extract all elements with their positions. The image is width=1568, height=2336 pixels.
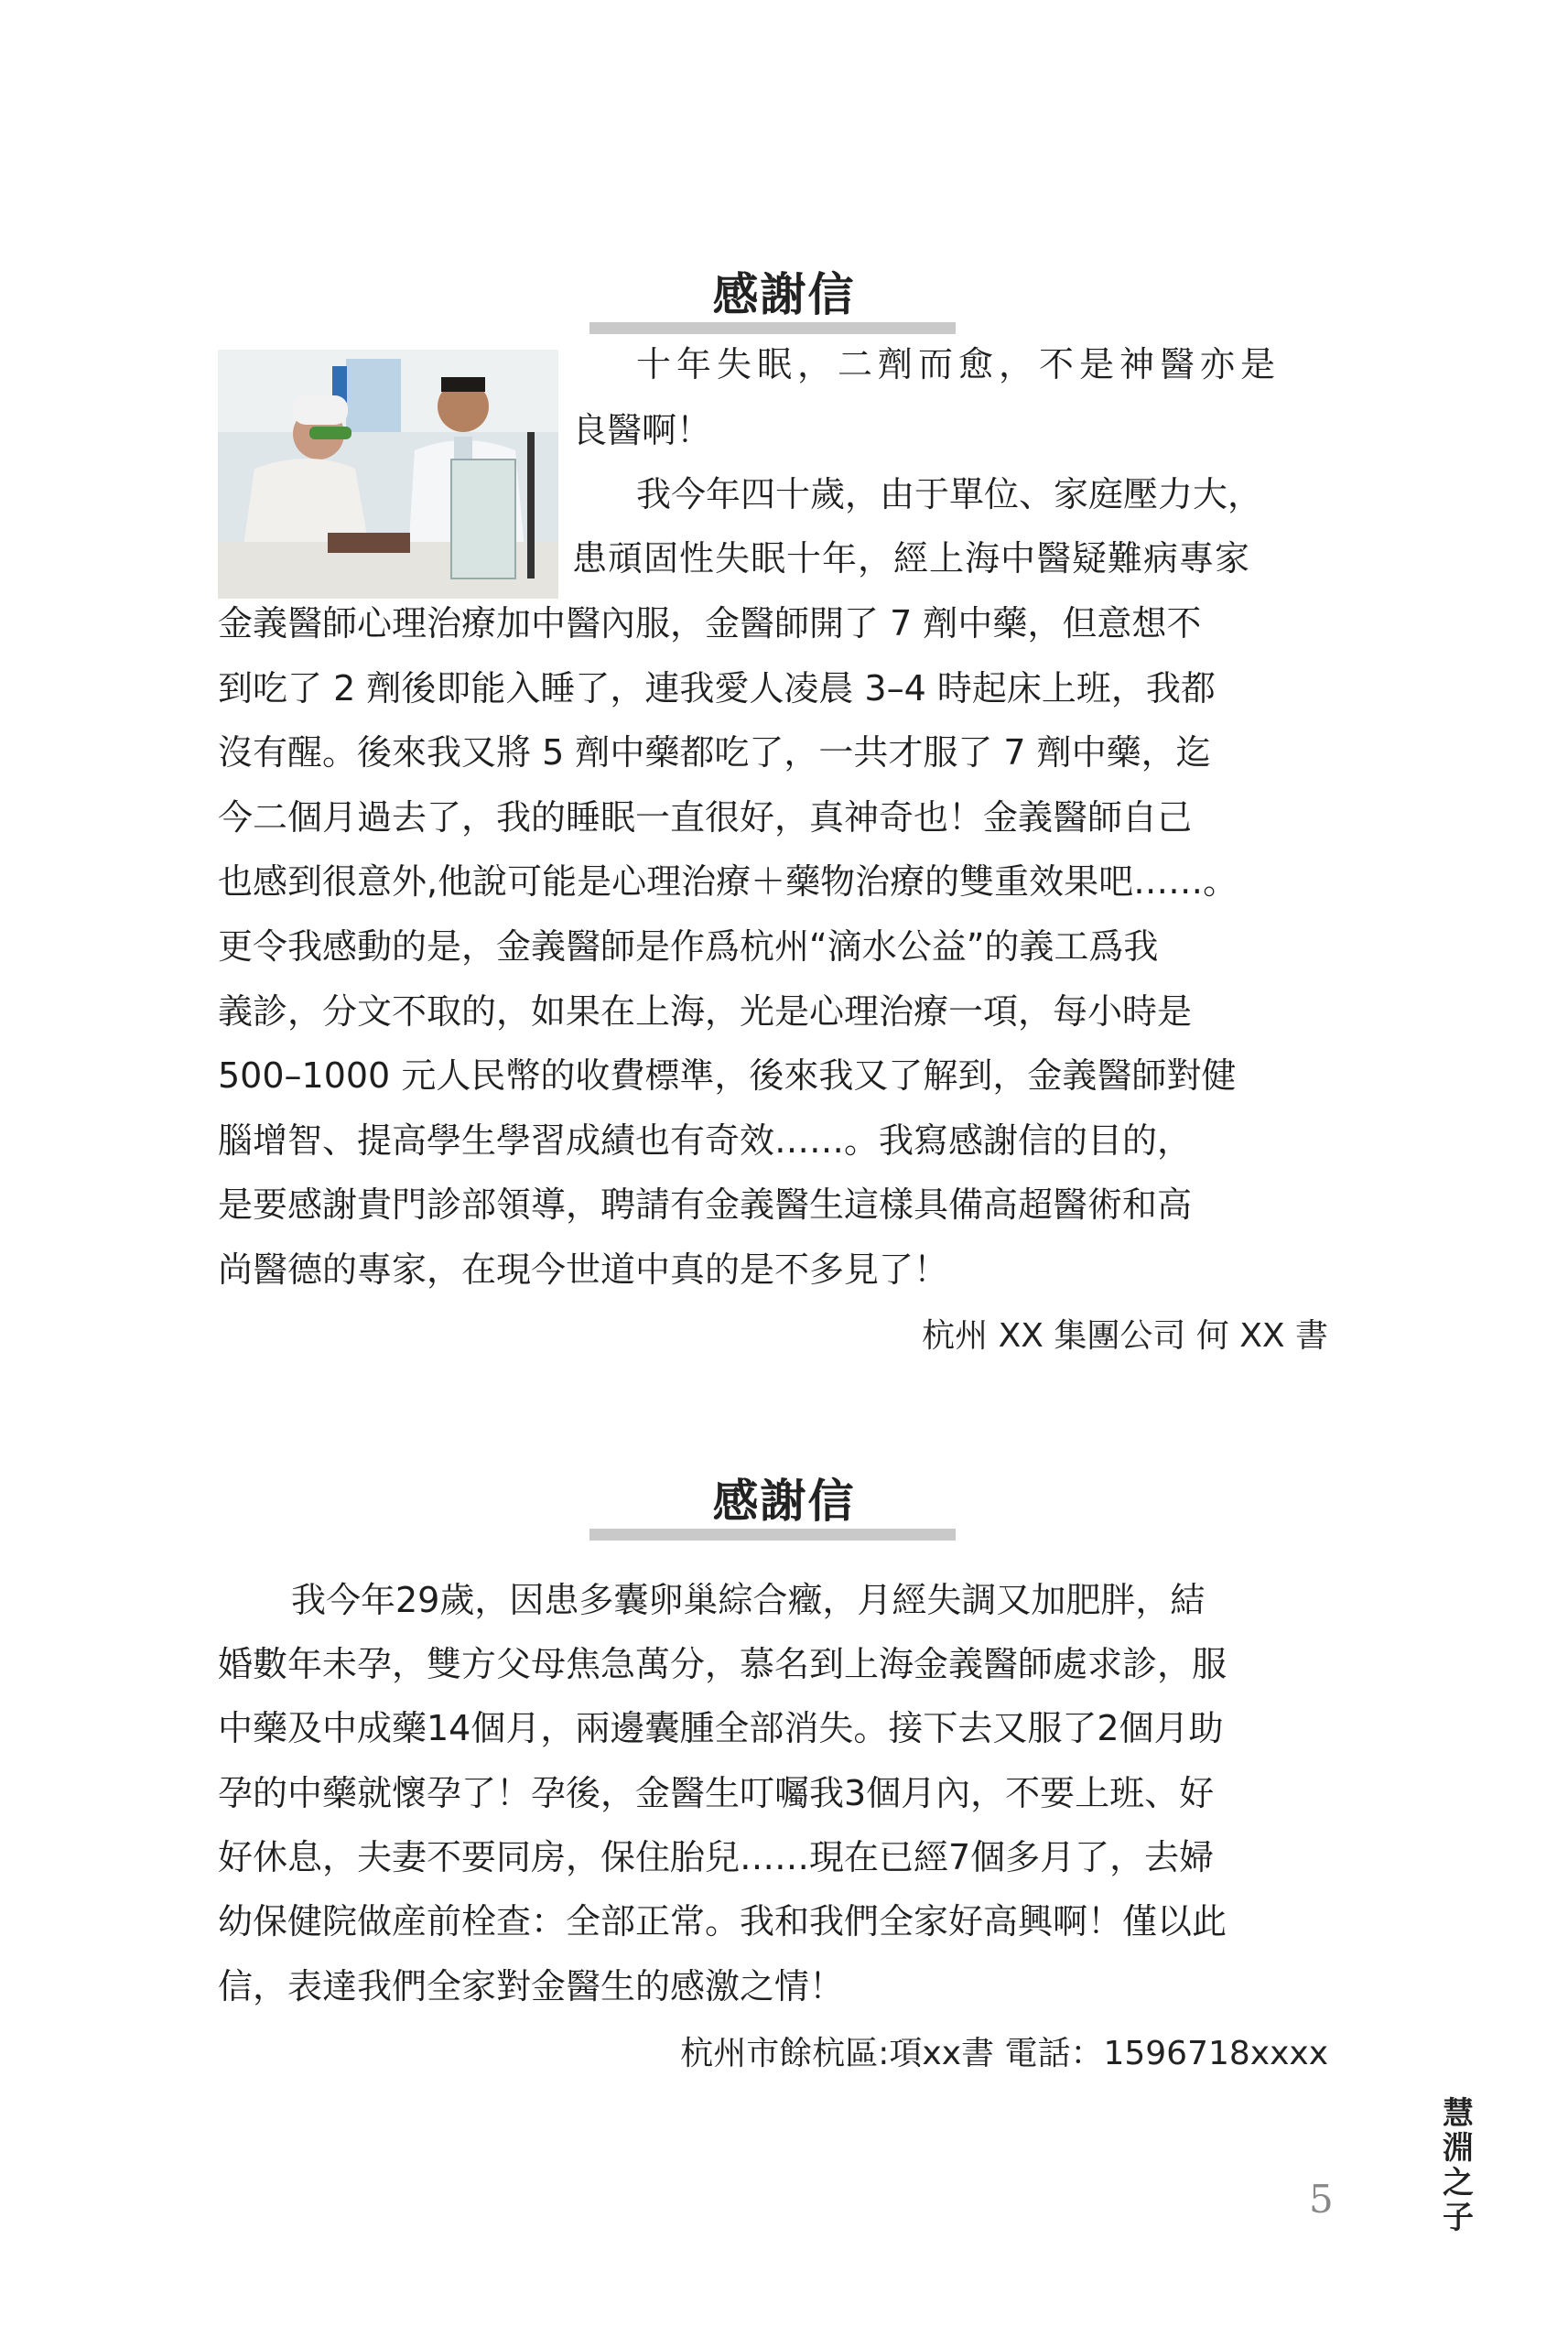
letter2-line-6: 幼保健院做産前栓查：全部正常。我和我們全家好高興啊！僅以此 — [218, 1901, 1227, 1941]
letter2-line-3: 中藥及中成藥14個月，兩邊囊腫全部消失。接下去又服了2個月助 — [218, 1708, 1224, 1748]
letter1-line-9: 也感到很意外,他說可能是心理治療＋藥物治療的雙重效果吧……。 — [218, 861, 1238, 902]
letter1-line-10: 更令我感動的是，金義醫師是作爲杭州“滴水公益”的義工爲我 — [218, 926, 1159, 967]
letter1-line-4: 患頑固性失眠十年，經上海中醫疑難病專家 — [572, 538, 1251, 579]
letter2-signature: 杭州市餘杭區:項xx書 電話：1596718xxxx — [680, 2035, 1328, 2072]
doctor-patient-photo — [218, 350, 558, 599]
letter1-line-14: 是要感謝貴門診部領導，聘請有金義醫生這樣具備高超醫術和高 — [218, 1184, 1193, 1225]
letter2-line-5: 好休息，夫妻不要同房，保住胎兒……現在已經7個多月了，去婦 — [218, 1837, 1215, 1877]
letter1-line-15: 尚醫德的專家，在現今世道中真的是不多見了！ — [218, 1249, 949, 1290]
page-number: 5 — [1309, 2177, 1334, 2222]
letter1-line-3: 我今年四十歲，由于單位、家庭壓力大， — [636, 474, 1263, 514]
letter1-line-6: 到吃了 2 劑後即能入睡了，連我愛人凌晨 3–4 時起床上班，我都 — [218, 668, 1216, 708]
letter1-signature: 杭州 XX 集團公司 何 XX 書 — [922, 1317, 1328, 1355]
letter2-line-7: 信，表達我們全家對金醫生的感激之情！ — [218, 1966, 845, 2006]
letter2-title: 感謝信 — [712, 1474, 856, 1528]
letter1-line-8: 今二個月過去了，我的睡眠一直很好，真神奇也！金義醫師自己 — [218, 797, 1193, 838]
letter1-title-underline — [589, 322, 956, 334]
letter1-line-5: 金義醫師心理治療加中醫內服，金醫師開了 7 劑中藥，但意想不 — [218, 603, 1202, 643]
letter2-line-4: 孕的中藥就懷孕了！孕後，金醫生叮囑我3個月內，不要上班、好 — [218, 1773, 1215, 1813]
letter2-line-2: 婚數年未孕，雙方父母焦急萬分，慕名到上海金義醫師處求診，服 — [218, 1644, 1227, 1684]
letter1-line-11: 義診，分文不取的，如果在上海，光是心理治療一項，每小時是 — [218, 991, 1193, 1032]
letter1-line-12: 500–1000 元人民幣的收費標準，後來我又了解到，金義醫師對健 — [218, 1055, 1237, 1096]
letter1-line-13: 腦增智、提高學生學習成績也有奇效……。我寫感謝信的目的， — [218, 1120, 1193, 1161]
letter1-title: 感謝信 — [712, 267, 856, 321]
letter2-title-underline — [589, 1529, 956, 1541]
letter2-line-1: 我今年29歲，因患多囊卵巢綜合癥，月經失調又加肥胖，結 — [291, 1580, 1206, 1620]
letter1-line-1: 十年失眠，二劑而愈，不是神醫亦是 — [636, 344, 1281, 384]
letter1-line-7: 沒有醒。後來我又將 5 劑中藥都吃了，一共才服了 7 劑中藥，迄 — [218, 732, 1211, 773]
book-side-title: 慧淵之子 — [1443, 2095, 1474, 2236]
letter1-line-2: 良醫啊！ — [572, 410, 712, 450]
